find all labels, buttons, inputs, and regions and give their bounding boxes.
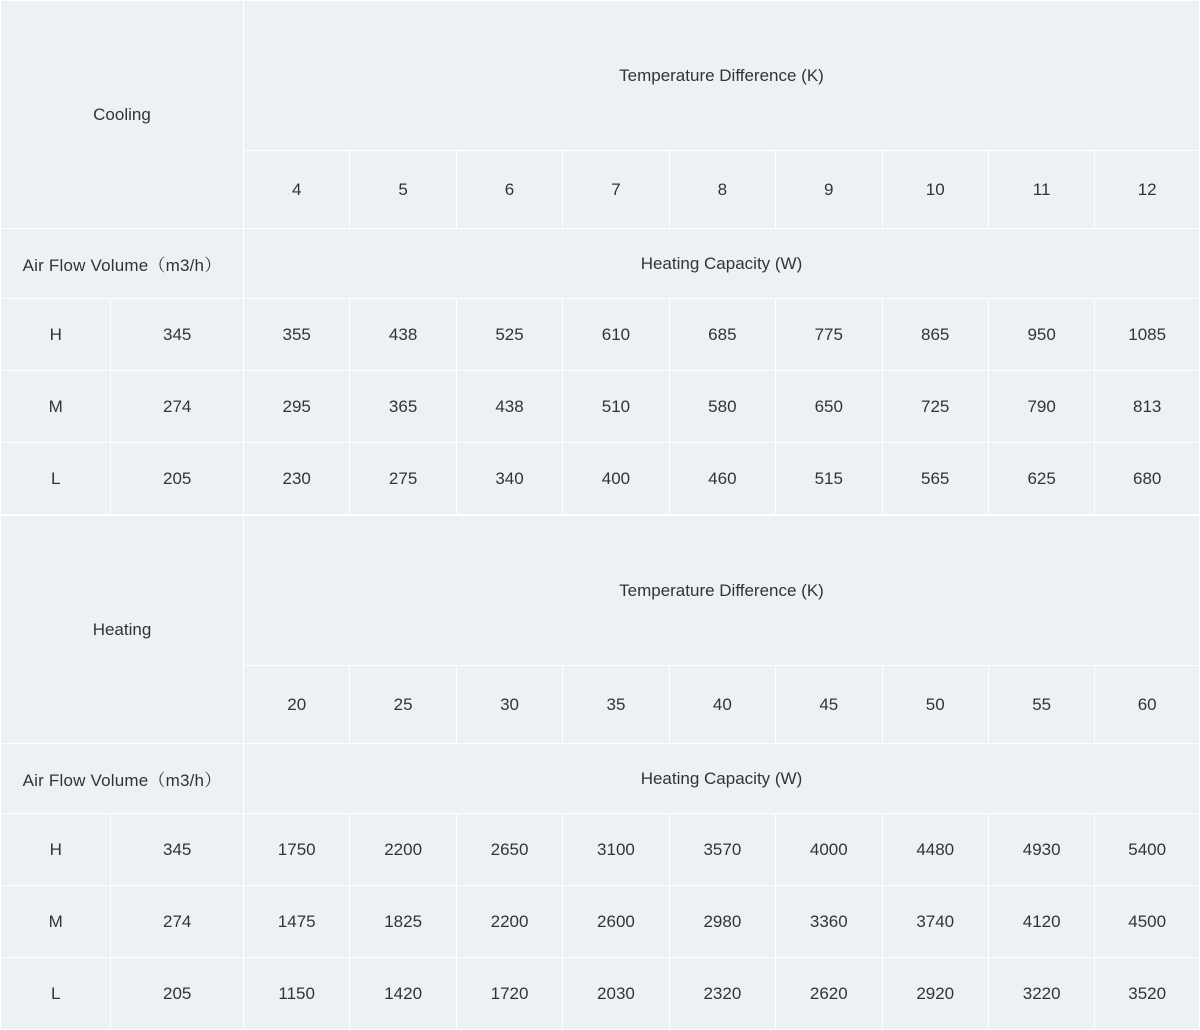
cooling-row2-val8: 680 [1095, 443, 1200, 515]
cooling-temp-diff-8: 12 [1095, 151, 1200, 229]
heating-temp-diff-6: 50 [882, 666, 988, 744]
cooling-row1-val1: 365 [350, 371, 456, 443]
cooling-row0-val2: 525 [456, 299, 562, 371]
cooling-row1-flow: 274 [111, 371, 244, 443]
heating-row1-val2: 2200 [456, 886, 562, 958]
heating-row0-val0: 1750 [243, 814, 349, 886]
heating-row1-val0: 1475 [243, 886, 349, 958]
cooling-row2-val4: 460 [669, 443, 775, 515]
cooling-row2-val0: 230 [243, 443, 349, 515]
cooling-row2-flow: 205 [111, 443, 244, 515]
heating-row0-val4: 3570 [669, 814, 775, 886]
heating-row0-val2: 2650 [456, 814, 562, 886]
heating-row2-val5: 2620 [776, 958, 882, 1030]
cooling-title-row [1, 1, 1200, 151]
cooling-temp-diff-0: 4 [243, 151, 349, 229]
cooling-row1-val0: 295 [243, 371, 349, 443]
cooling-row1-val3: 510 [563, 371, 669, 443]
table-row [1, 814, 1200, 886]
heating-row0-flow: 345 [111, 814, 244, 886]
cooling-row1-val5: 650 [776, 371, 882, 443]
heating-row2-val4: 2320 [669, 958, 775, 1030]
table-row [1, 886, 1200, 958]
cooling-row0-val6: 865 [882, 299, 988, 371]
heating-row2-val8: 3520 [1095, 958, 1200, 1030]
cooling-row0-val3: 610 [563, 299, 669, 371]
heating-row2-val0: 1150 [243, 958, 349, 1030]
heating-temp-diff-7: 55 [988, 666, 1094, 744]
heating-temp-diff-4: 40 [669, 666, 775, 744]
heating-row0-val1: 2200 [350, 814, 456, 886]
cooling-row2-val3: 400 [563, 443, 669, 515]
table-row [1, 371, 1200, 443]
heating-row2-flow: 205 [111, 958, 244, 1030]
cooling-row2-val5: 515 [776, 443, 882, 515]
heating-row2-val7: 3220 [988, 958, 1094, 1030]
heating-row0-val5: 4000 [776, 814, 882, 886]
heating-row2-val3: 2030 [563, 958, 669, 1030]
cooling-temp-diff-4: 8 [669, 151, 775, 229]
heating-row1-val8: 4500 [1095, 886, 1200, 958]
cooling-row0-val5: 775 [776, 299, 882, 371]
cooling-flow-header-row [1, 229, 1200, 299]
table-row [1, 958, 1200, 1030]
table-row [1, 443, 1200, 515]
cooling-temp-diff-7: 11 [988, 151, 1094, 229]
cooling-row2-val6: 565 [882, 443, 988, 515]
heating-table [0, 515, 1200, 1030]
table-row [1, 299, 1200, 371]
heating-row0-val8: 5400 [1095, 814, 1200, 886]
cooling-row0-val7: 950 [988, 299, 1094, 371]
cooling-temp-diff-3: 7 [563, 151, 669, 229]
cooling-temp-diff-6: 10 [882, 151, 988, 229]
cooling-row0-val8: 1085 [1095, 299, 1200, 371]
heating-title-row [1, 516, 1200, 666]
heating-row1-val3: 2600 [563, 886, 669, 958]
heating-row2-val2: 1720 [456, 958, 562, 1030]
heating-flow-label: Air Flow Volume（m3/h） [1, 744, 244, 814]
cooling-row1-val4: 580 [669, 371, 775, 443]
heating-temp-diff-3: 35 [563, 666, 669, 744]
heating-row1-mode: M [1, 886, 111, 958]
heating-row0-val7: 4930 [988, 814, 1094, 886]
cooling-row1-mode: M [1, 371, 111, 443]
heating-temp-diff-header: Temperature Difference (K) [243, 516, 1199, 666]
heating-row0-val3: 3100 [563, 814, 669, 886]
heating-temp-diff-8: 60 [1095, 666, 1200, 744]
cooling-row0-flow: 345 [111, 299, 244, 371]
cooling-temp-diff-1: 5 [350, 151, 456, 229]
cooling-row1-val8: 813 [1095, 371, 1200, 443]
heating-row2-val6: 2920 [882, 958, 988, 1030]
cooling-row1-val2: 438 [456, 371, 562, 443]
cooling-row0-val0: 355 [243, 299, 349, 371]
cooling-capacity-header: Heating Capacity (W) [243, 229, 1199, 299]
cooling-flow-label: Air Flow Volume（m3/h） [1, 229, 244, 299]
heating-row1-val5: 3360 [776, 886, 882, 958]
cooling-temp-diff-header: Temperature Difference (K) [243, 1, 1199, 151]
cooling-temp-diff-5: 9 [776, 151, 882, 229]
heating-row1-val7: 4120 [988, 886, 1094, 958]
cooling-row2-val1: 275 [350, 443, 456, 515]
cooling-temp-diff-2: 6 [456, 151, 562, 229]
heating-row1-val6: 3740 [882, 886, 988, 958]
cooling-row0-val1: 438 [350, 299, 456, 371]
heating-row0-val6: 4480 [882, 814, 988, 886]
cooling-mode-label: Cooling [1, 1, 244, 229]
heating-flow-header-row [1, 744, 1200, 814]
heating-temp-diff-2: 30 [456, 666, 562, 744]
heating-temp-diff-5: 45 [776, 666, 882, 744]
heating-temp-diff-0: 20 [243, 666, 349, 744]
heating-row1-val1: 1825 [350, 886, 456, 958]
heating-row0-mode: H [1, 814, 111, 886]
cooling-row2-mode: L [1, 443, 111, 515]
cooling-row0-val4: 685 [669, 299, 775, 371]
cooling-row2-val2: 340 [456, 443, 562, 515]
cooling-row0-mode: H [1, 299, 111, 371]
heating-row2-mode: L [1, 958, 111, 1030]
heating-mode-label: Heating [1, 516, 244, 744]
heating-row2-val1: 1420 [350, 958, 456, 1030]
heating-temp-diff-1: 25 [350, 666, 456, 744]
heating-row1-flow: 274 [111, 886, 244, 958]
cooling-row2-val7: 625 [988, 443, 1094, 515]
heating-row1-val4: 2980 [669, 886, 775, 958]
heating-capacity-header: Heating Capacity (W) [243, 744, 1199, 814]
cooling-row1-val7: 790 [988, 371, 1094, 443]
cooling-row1-val6: 725 [882, 371, 988, 443]
